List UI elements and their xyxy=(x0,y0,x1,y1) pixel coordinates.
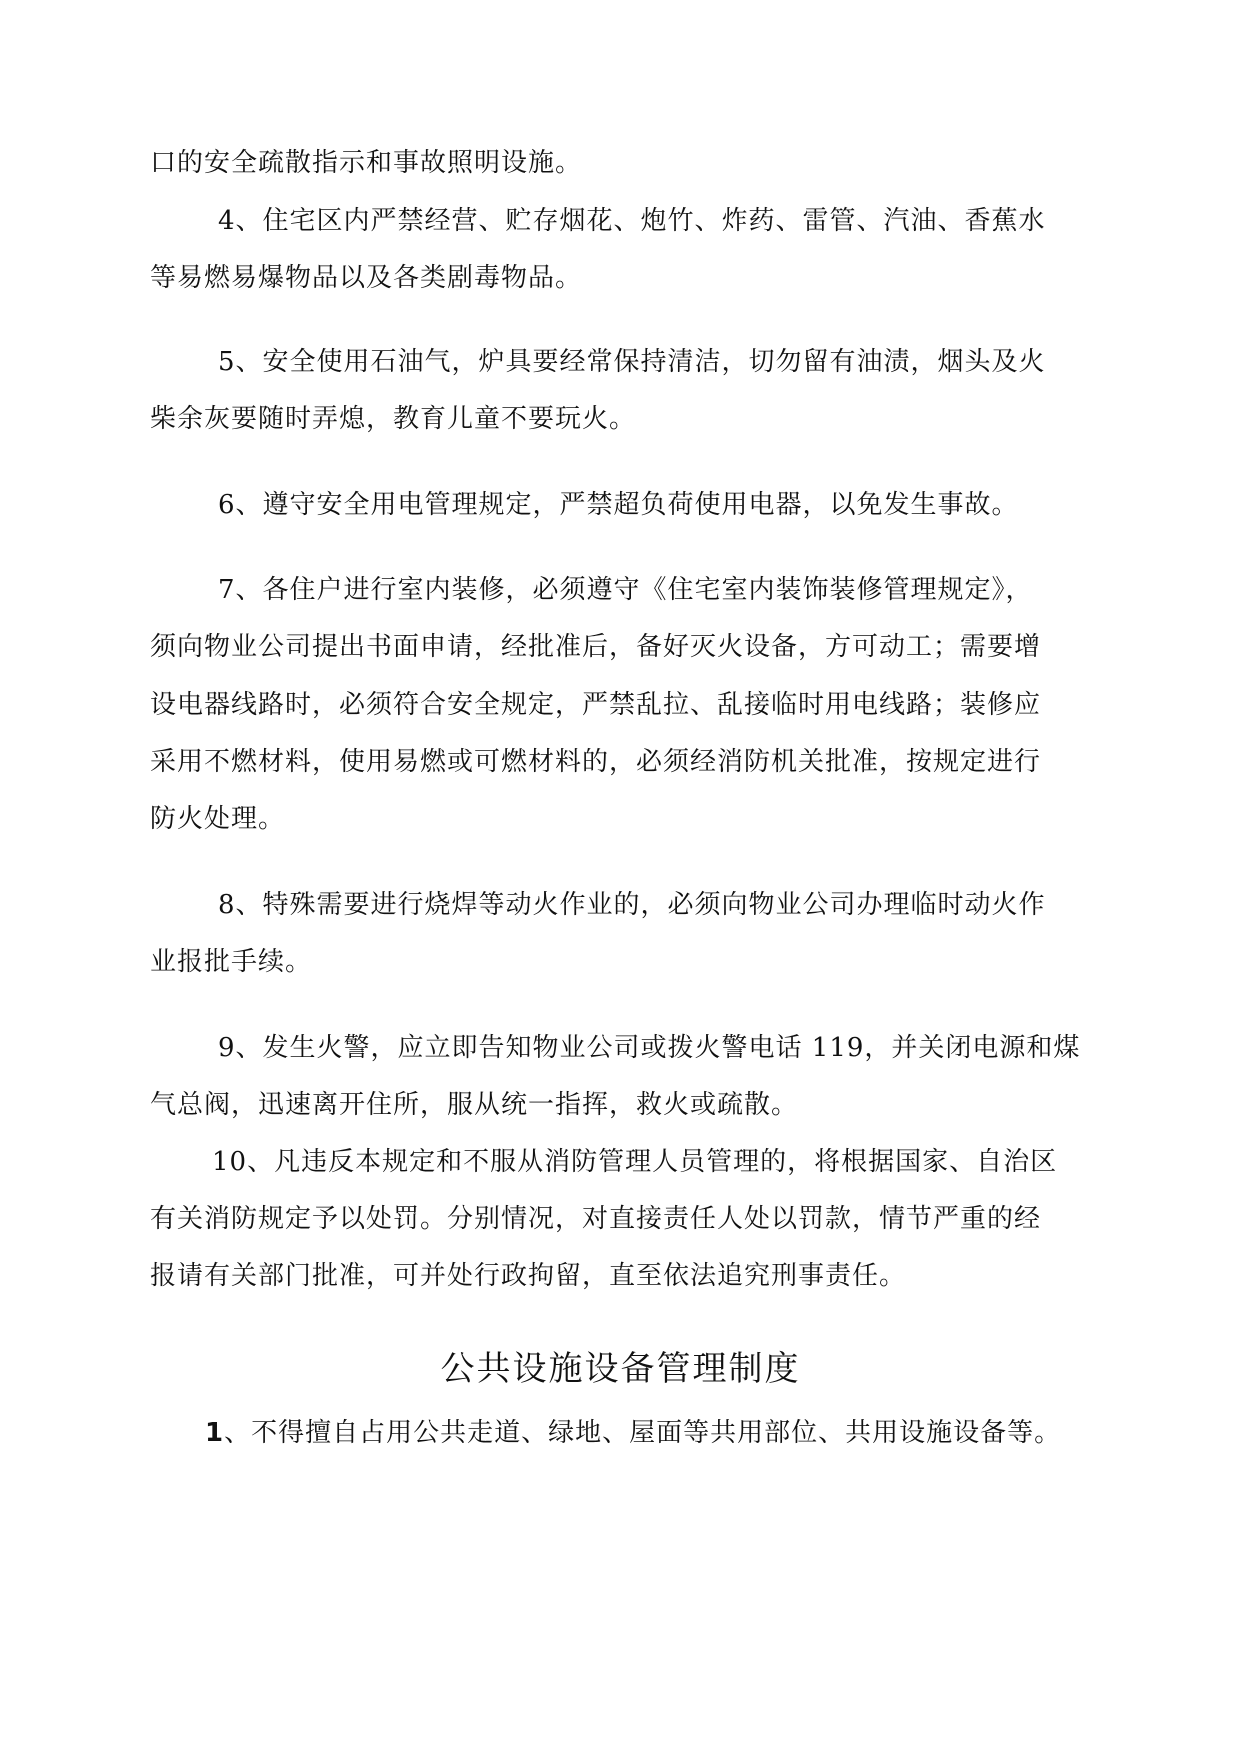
paragraph-line: 气总阀，迅速离开住所，服从统一指挥，救火或疏散。 xyxy=(150,1090,799,1120)
item-text: 、不得擅自占用公共走道、绿地、屋面等共用部位、共用设施设备等。 xyxy=(224,1418,1062,1448)
paragraph-line: 有关消防规定予以处罚。分别情况，对直接责任人处以罚款，情节严重的经 xyxy=(150,1204,1042,1234)
paragraph-line: 报请有关部门批准，可并处行政拘留，直至依法追究刑事责任。 xyxy=(150,1261,907,1291)
paragraph-line: 采用不燃材料，使用易燃或可燃材料的，必须经消防机关批准，按规定进行 xyxy=(150,747,1042,777)
paragraph-line: 等易燃易爆物品以及各类剧毒物品。 xyxy=(150,263,583,293)
paragraph-line: 业报批手续。 xyxy=(150,947,313,977)
paragraph-line: 柴余灰要随时弄熄，教育儿童不要玩火。 xyxy=(150,404,637,434)
paragraph-line: 5、安全使用石油气，炉具要经常保持清洁，切勿留有油渍，烟头及火 xyxy=(218,347,1046,377)
paragraph-line: 须向物业公司提出书面申请，经批准后，备好灭火设备，方可动工；需要增 xyxy=(150,632,1042,662)
paragraph-line xyxy=(205,1415,1061,1451)
paragraph-line: 7、各住户进行室内装修，必须遵守《住宅室内装饰装修管理规定》， xyxy=(218,575,1033,605)
paragraph-line: 4、住宅区内严禁经营、贮存烟花、炮竹、炸药、雷管、汽油、香蕉水 xyxy=(218,206,1046,236)
section-title: 公共设施设备管理制度 xyxy=(440,1349,801,1389)
paragraph-line: 口的安全疏散指示和事故照明设施。 xyxy=(150,148,583,178)
paragraph-line: 防火处理。 xyxy=(150,804,286,834)
paragraph-line: 6、遵守安全用电管理规定，严禁超负荷使用电器，以免发生事故。 xyxy=(218,490,1019,520)
paragraph-line: 设电器线路时，必须符合安全规定，严禁乱拉、乱接临时用电线路；装修应 xyxy=(150,690,1042,720)
item-number: 1 xyxy=(205,1418,225,1448)
paragraph-line: 9、发生火警，应立即告知物业公司或拨火警电话 119，并关闭电源和煤 xyxy=(218,1033,1081,1063)
paragraph-line: 8、特殊需要进行烧焊等动火作业的，必须向物业公司办理临时动火作 xyxy=(218,890,1046,920)
paragraph-line: 10、凡违反本规定和不服从消防管理人员管理的，将根据国家、自治区 xyxy=(212,1147,1058,1177)
